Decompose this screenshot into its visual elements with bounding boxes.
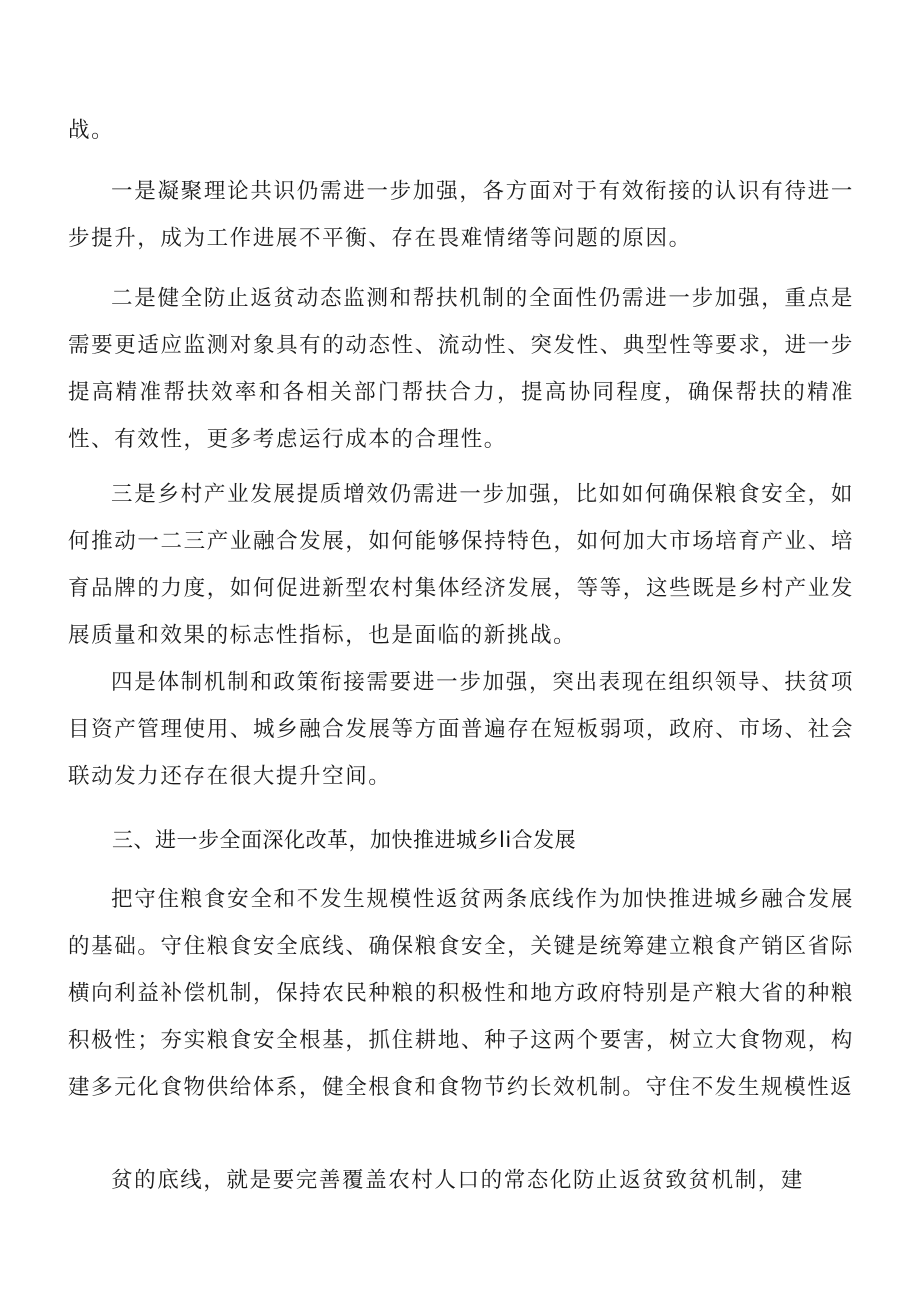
paragraph-continuation: 战。 (68, 118, 115, 143)
section-paragraph-two: 贫的底线，就是要完善覆盖农村人口的常态化防止返贫致贫机制，建 (111, 1168, 805, 1193)
paragraph-point-four: 四是体制机制和政策衔接需要进一步加强，突出表现在组织领导、扶贫项目资产管理使用、城乡融合发展等方面普遍存在短板弱项，政府、市场、社会联动发力还存在很大提升空间。 (68, 670, 854, 789)
paragraph-point-three: 三是乡村产业发展提质增效仍需进一步加强，比如如何确保粮食安全，如何推动一二三产业融合发展，如何能够保持特色，如何加大市场培育产业、培育品牌的力度，如何促进新型农村集体经济发展，等等，这些既是乡村产业发展质量和效果的标志性指标，也是面临的新挑战。 (68, 482, 854, 648)
paragraph-point-one: 一是凝聚理论共识仍需进一步加强，各方面对于有效衔接的认识有待进一步提升，成为工作进展不平衡、存在畏难情绪等问题的原因。 (68, 179, 854, 251)
paragraph-point-two: 二是健全防止返贫动态监测和帮扶机制的全面性仍需进一步加强，重点是需要更适应监测对象具有的动态性、流动性、突发性、典型性等要求，进一步提高精准帮扶效率和各相关部门帮扶合力，提高协同程度，确保帮扶的精准性、有效性，更多考虑运行成本的合理性。 (68, 286, 854, 452)
section-paragraph-one: 把守住粮食安全和不发生规模性返贫两条底线作为加快推进城乡融合发展的基础。守住粮食安全底线、确保粮食安全，关键是统筹建立粮食产销区省际横向利益补偿机制，保持农民种粮的积极性和地方政府特别是产粮大省的种粮积极性；夯实粮食安全根基，抓住耕地、种子这两个要害，树立大食物观，构建多元化食物供给体系，健全根食和食物节约长效机制。守住不发生规模性返 (68, 887, 854, 1100)
section-heading: 三、进一步全面深化改革，加快推进城乡li合发展 (112, 828, 577, 852)
